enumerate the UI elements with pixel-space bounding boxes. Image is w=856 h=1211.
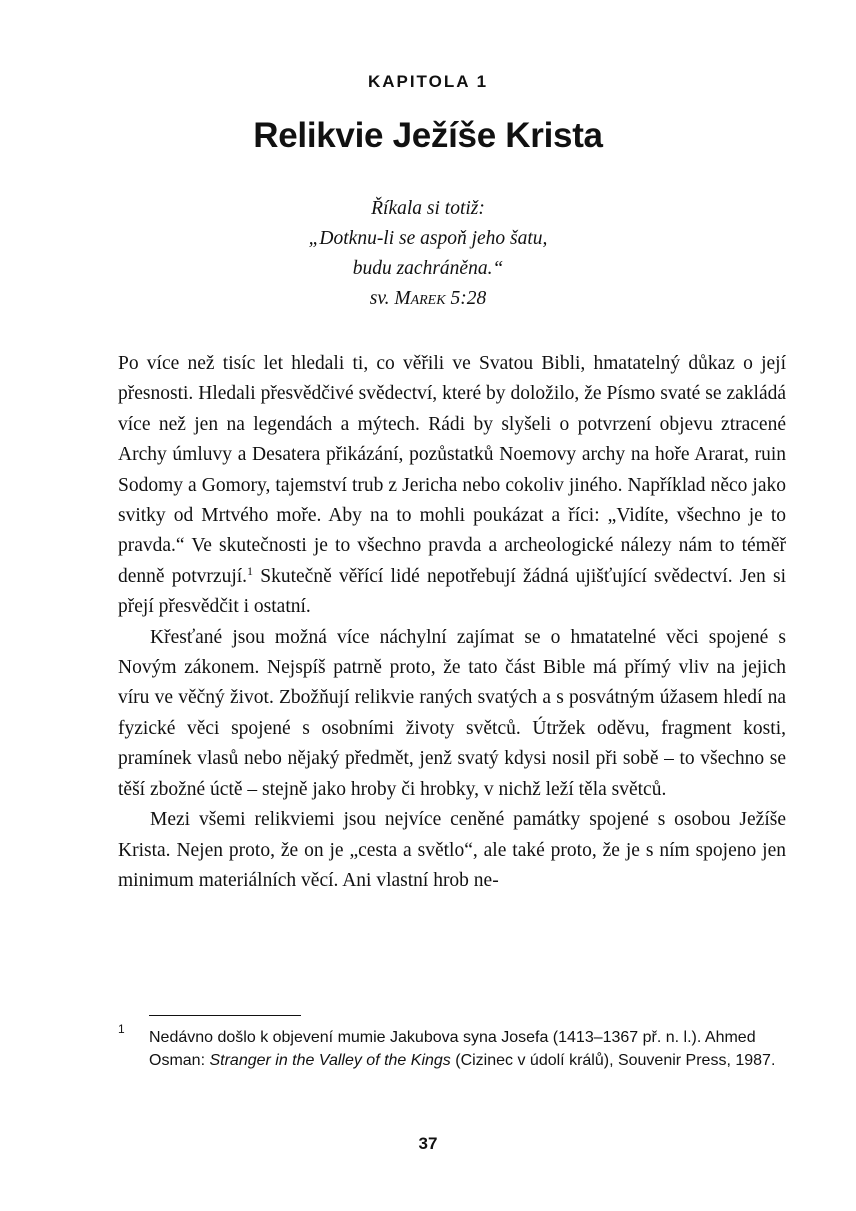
footnote-text-part: (Cizinec v údolí králů), Souvenir Press, 1987. <box>450 1052 776 1069</box>
paragraph-text: Po více než tisíc let hledali ti, co věřili ve Svatou Bibli, hmatatelný důkaz o její přesnosti. Hledali přesvědčivé svědectví, které by doložilo, že Písmo svaté se zakládá více než jen na legendách a mýtech. Rádi by slyšeli o potvrzení objevu ztracené Archy úmluvy a Desatera přikázání, pozůstatků Noemovy archy na hoře Ararat, ruin Sodomy a Gomory, tajemství trub z Jericha nebo cokoliv jiného. Například něco jako svitky od Mrtvého moře. Aby na to mohli poukázat a říci: „Vidíte, všechno je to pravda.“ Ve skutečnosti je to všechno pravda a archeologické nálezy nám to téměř denně potvrzují. <box>118 353 786 587</box>
epigraph-source-prefix: sv. <box>369 288 395 309</box>
epigraph-line: „Dotknu-li se aspoň jeho šatu, <box>308 228 548 249</box>
footnote-marker: 1 <box>118 1022 125 1036</box>
chapter-label: KAPITOLA 1 <box>367 72 489 91</box>
epigraph-source <box>0 284 856 314</box>
paragraph: Křesťané jsou možná více náchylní zajímat se o hmatatelné věci spojené s Novým zákonem. Nejspíš patrně proto, že tato část Bible má přímý vliv na jejich víru ve věčný život. Zbožňují relikvie raných svatých a s posvátným úžasem hledí na fyzické věci spojené s osobními životy světců. Útržek oděvu, fragment kosti, pramínek vlasů nebo nějaký předmět, jenž svatý kdysi nosil při sobě – to všechno se těší zbožné úctě – stejně jako hroby či hrobky, v nichž leží těla světců. <box>118 626 786 800</box>
epigraph-line: budu zachráněna.“ <box>352 258 504 279</box>
footnote-text <box>149 1026 789 1072</box>
epigraph <box>0 194 856 314</box>
paragraph <box>118 349 786 623</box>
footnote-reference[interactable]: 1 <box>247 563 254 578</box>
epigraph-source-name: Marek <box>394 288 446 309</box>
epigraph-line: Říkala si totiž: <box>371 198 485 219</box>
paragraph: Mezi všemi relikviemi jsou nejvíce ceněné památky spojené s osobou Ježíše Krista. Nejen proto, že on je „cesta a světlo“, ale také proto, že je s ním spojeno jen minimum materiálních věcí. Ani vlastní hrob ne- <box>118 809 786 891</box>
chapter-title: Relikvie Ježíše Krista <box>253 116 603 155</box>
footnote-divider <box>149 1015 301 1016</box>
page-number: 37 <box>418 1134 438 1153</box>
body-text <box>118 349 786 896</box>
footnote-text-part: Nedávno došlo k objevení mumie Jakubova syna Josefa (1413–1367 př. n. l.). Ahmed Osman: <box>149 1029 756 1069</box>
epigraph-source-ref: 5:28 <box>445 288 487 309</box>
footnote-book-title: Stranger in the Valley of the Kings <box>209 1052 451 1069</box>
paragraph-text: Skutečně věřící lidé nepotřebují žádná ujišťující svědectví. Jen si přejí přesvědčit i ostatní. <box>118 565 786 618</box>
